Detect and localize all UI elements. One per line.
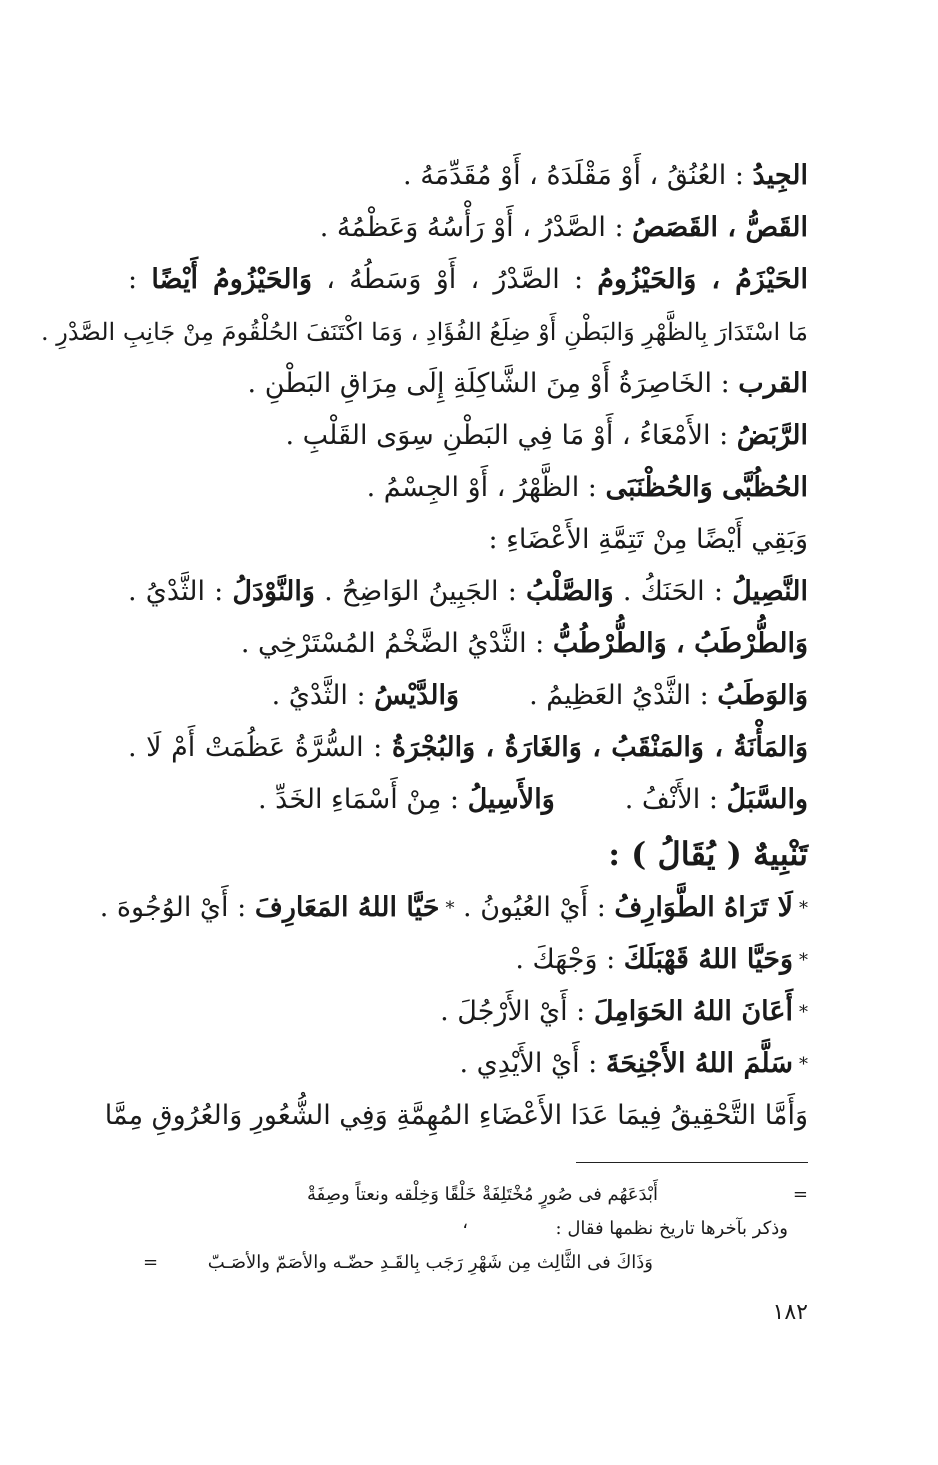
entry-definition: : الثَّدْيُ . [271,680,375,711]
star-icon: * [799,949,808,971]
entry-term: الحُظُبَّى وَالحُظْنَبَى [605,472,808,503]
entry-line-1 [128,150,808,202]
saying-term: أَعَانَ اللهُ الحَوَامِلَ [593,996,793,1027]
star-icon: * [799,1053,808,1075]
saying-meaning: : أَيْ الأَيْدِي . [459,1048,606,1079]
entry-definition: : الصَّدْرُ ، أَوْ وَسَطُهُ ، [312,264,598,295]
saying-term: حَيَّا اللهُ المَعَارِفَ [254,892,440,923]
entry-definition: : الخَاصِرَةُ أَوْ مِنَ الشَّاكِلَةِ إِلَى مِرَاقِ البَطْنِ . [247,368,739,399]
entry-definition: : مِنْ أَسْمَاءِ الخَدِّ . [257,784,468,815]
entry-term: وَالصَّلْبُ [526,576,614,607]
continuation-marker: = [143,1252,159,1273]
entry-term: وَالدَّيْسُ [374,680,460,711]
entry-term: وَالوَطَبُ [717,680,808,711]
entry-term: النَّصِيلُ [732,576,808,607]
saying-line-2 [128,934,808,986]
closing-line: وَأَمَّا التَّحْقِيقُ فِيمَا عَدَا الأَعْضَاءِ المُهِمَّةِ وَفِي الشُّعُورِ وَالعُرُوقِ مِمَّا [104,1100,808,1131]
saying-meaning: : وَجْهَكَ . [515,944,624,975]
entry-definition: : الجَبِينُ الوَاضِحُ . [314,576,527,607]
note-text: وذكر بآخرها تاريخ نظمها فقال : [555,1218,788,1239]
saying-meaning: : أَيْ الأَرْجُلَ . [440,996,594,1027]
footnote-divider [576,1162,808,1163]
saying-line-1 [99,882,808,934]
entry-line-10 [128,618,808,670]
verse-text: أَبْدَعَهُم فى صُورٍ مُخْتَلِفَةْ خَلْقًا وَخِلْقه ونعتاً وصِفَةْ [306,1184,658,1205]
entry-term: القَصُّ ، القَصَصُ [632,212,808,243]
entry-term: وَالمَأْنَةُ ، وَالمَنْقَبُ ، وَالغَارَةُ ، وَالبُجْرَةُ [391,732,809,763]
entry-line-13 [128,774,808,826]
star-icon: * [799,1001,808,1023]
entry-definition: : الحَنَكُ . [613,576,733,607]
page-number: ١٨٢ [772,1300,808,1325]
saying-meaning: : أَيْ الوُجُوهَ . [99,892,255,923]
entry-term: وَالنَّوْدَلُ [232,576,315,607]
entry-definition: : الأَمْعَاءُ ، أَوْ مَا فِي البَطْنِ سِوَى القَلْبِ . [285,420,737,451]
footnote-verse-2 [118,1246,808,1280]
entry-definition: : الظَّهْرُ ، أَوْ الجِسْمُ . [366,472,606,503]
entry-definition: : [128,264,152,295]
saying-line-3 [128,986,808,1038]
entry-term: وَالطُّرْطَبُ ، وَالطُّرْطُبُّ [552,628,808,659]
entry-definition: : الثَّدْيُ الضَّخْمُ المُسْتَرْخِي . [240,628,553,659]
verse-text: وَذَاكَ فى الثَّالِث مِن شَهْرِ رَجَب بِالقَـدِ حضّـه والأصَمّ والأصَـبّ [207,1252,653,1273]
saying-line-4 [128,1038,808,1090]
entry-definition: مَا اسْتَدَارَ بِالظَّهْرِ وَالبَطْنِ أَوْ ضِلَعُ الفُؤَادِ ، وَمَا اكْتَنَفَ الحُلْقُومَ مِنْ جَانِبِ الصَّدْرِ . [40,318,808,346]
entry-definition: : الثَّدْيُ العَظِيمُ . [529,680,718,711]
entry-term: وَالأَسِيلُ [467,784,555,815]
entry-definition: : الأَنْفُ . [624,784,727,815]
entry-term: وَالحَيْزُومُ أَيْضًا [151,264,313,295]
entry-term: الحَيْزَمُ ، وَالحَيْزُومُ [597,264,808,295]
footnote-note [118,1212,808,1246]
entry-definition: : العُنُقُ ، أَوْ مَقْلَدَهُ ، أَوْ مُقَدِّمَهُ . [403,160,753,191]
footnotes [118,1178,808,1280]
saying-term: سَلَّمَ اللهُ الأَجْنِحَةَ [605,1048,793,1079]
saying-term: وَحَيَّا اللهُ قَهْبَلَكَ [623,944,793,975]
entry-definition: : الصَّدْرُ ، أَوْ رَأْسُهُ وَعَظْمُهُ . [319,212,633,243]
saying-meaning: : أَيْ العُيُونُ . [463,892,615,923]
entry-line-5 [128,358,808,410]
entry-definition: : السُّرَّةُ عَظُمَتْ أَمْ لَا . [128,732,392,763]
entry-line-2 [128,202,808,254]
entry-term: الرَّبَضُ [736,420,808,451]
entry-term: القرب [738,368,808,399]
saying-term: لَا تَرَاهُ الطَّوَارِفُ [614,892,793,923]
entry-line-8 [128,514,808,566]
entry-line-4 [40,306,808,358]
entry-line-7 [128,462,808,514]
entry-definition: : الثَّدْيُ . [128,576,233,607]
continuation-marker: = [792,1184,808,1205]
entry-line-3 [128,254,808,306]
entry-term: الجِيدُ [752,160,808,191]
star-icon: * [799,897,808,919]
star-icon: * [445,897,455,919]
entry-definition: وَبَقِي أَيْضًا مِنْ تَتِمَّةِ الأَعْضَاءِ : [488,524,808,555]
entry-line-6 [128,410,808,462]
entry-term: والسَّبَلُ [726,784,808,815]
section-heading: تَنْبِيهٌ ( يُقَالُ ) : [608,835,808,873]
entry-line-12 [128,722,808,774]
entry-line-9 [128,566,808,618]
main-text [40,150,809,1142]
note-tick: ، [462,1212,468,1233]
entry-line-11 [128,670,808,722]
